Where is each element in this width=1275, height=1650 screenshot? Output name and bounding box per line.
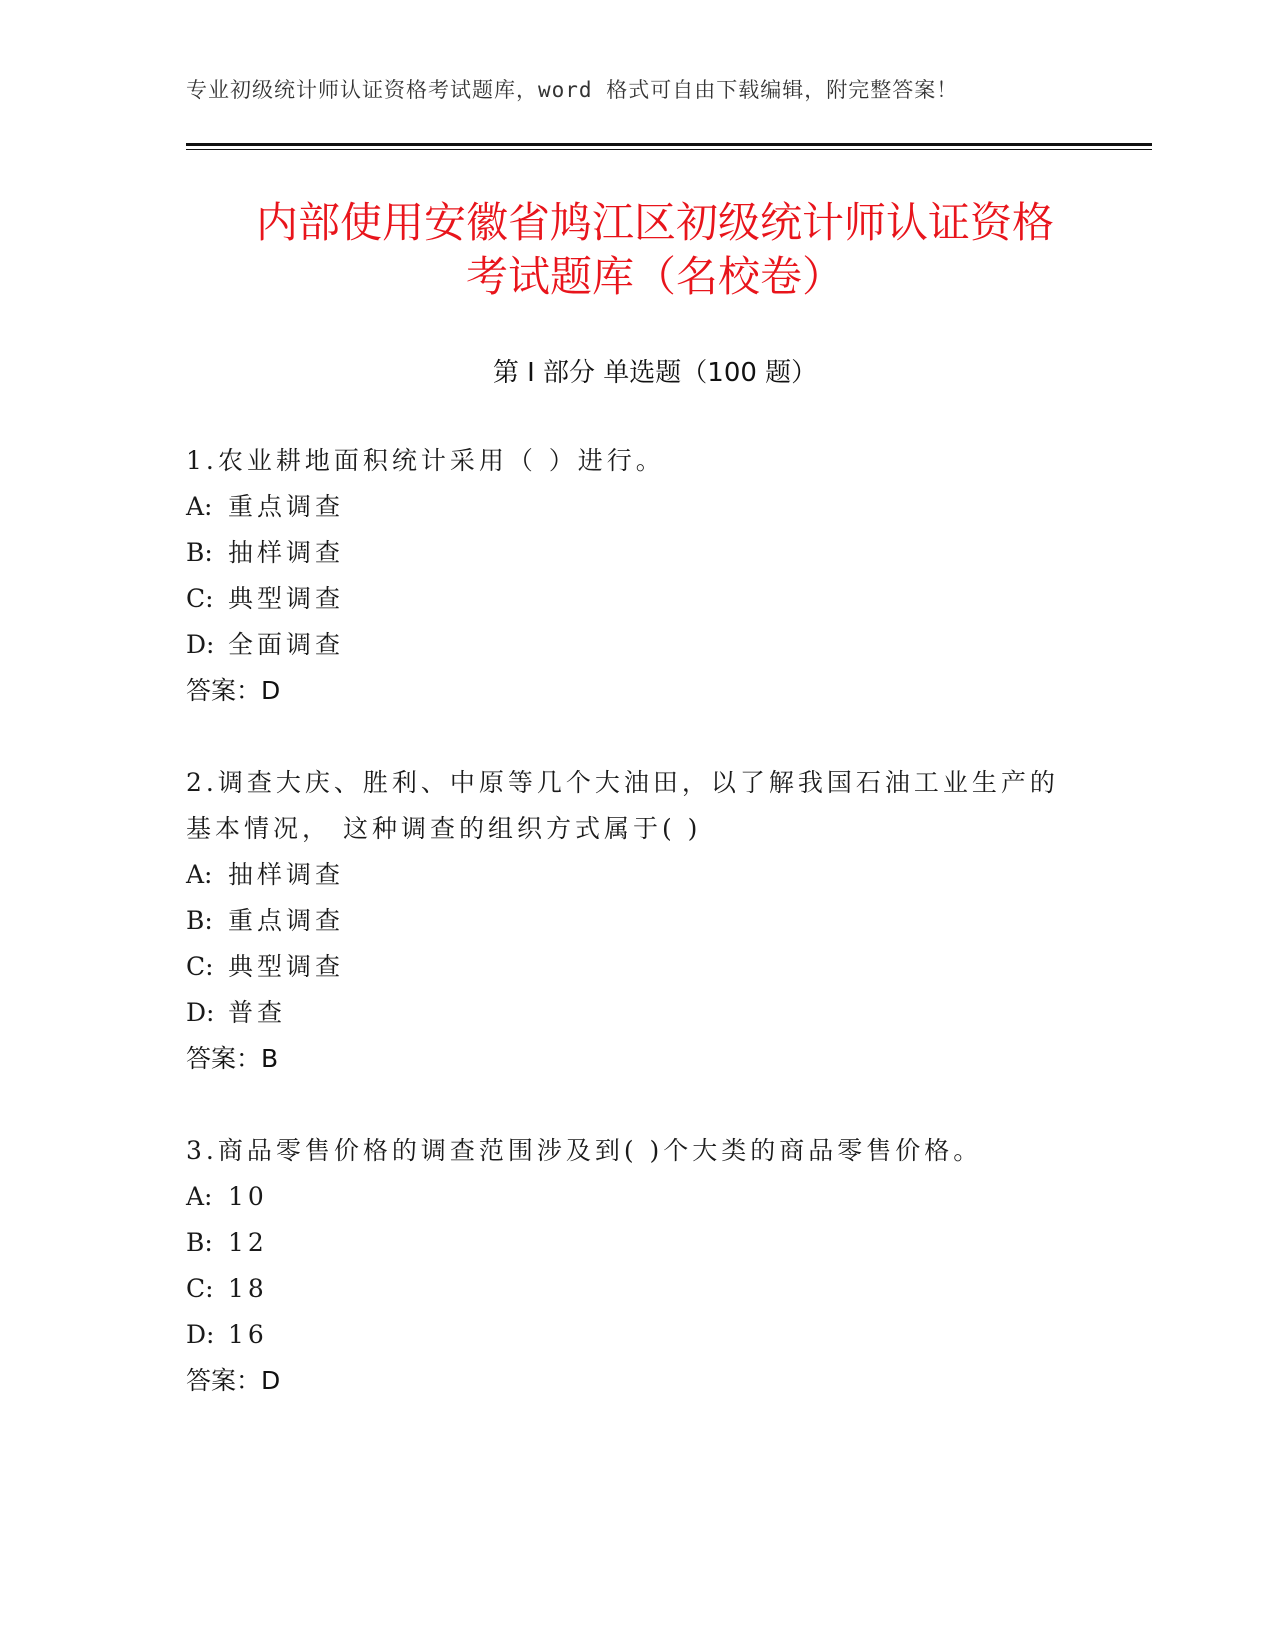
title-line-2: 考试题库（名校卷） xyxy=(465,252,844,301)
question-list xyxy=(186,438,1086,1450)
option-key: C: xyxy=(186,1274,214,1303)
option-key: C: xyxy=(186,584,214,613)
option-key: A: xyxy=(186,1182,213,1211)
option-a xyxy=(186,484,1086,530)
option-key: D: xyxy=(186,1320,215,1349)
option-key: B: xyxy=(186,1228,213,1257)
option-a xyxy=(186,852,1086,898)
header-rule-thin xyxy=(186,149,1152,150)
option-text: 10 xyxy=(228,1182,268,1211)
answer-line: 答案：D xyxy=(186,1366,281,1395)
option-text: 18 xyxy=(228,1274,268,1303)
option-text: 重点调查 xyxy=(228,906,345,935)
question-stem: 2.调查大庆、胜利、中原等几个大油田，以了解我国石油工业生产的基本情况， 这种调查的组织方式属于( ) xyxy=(186,768,1059,843)
option-key: A: xyxy=(186,860,213,889)
title-line-1: 内部使用安徽省鸠江区初级统计师认证资格 xyxy=(255,198,1054,247)
option-c xyxy=(186,944,1086,990)
answer-line: 答案：D xyxy=(186,676,281,705)
document-title xyxy=(150,196,1160,304)
option-c xyxy=(186,1266,1086,1312)
option-d xyxy=(186,1312,1086,1358)
option-key: A: xyxy=(186,492,213,521)
option-text: 典型调查 xyxy=(228,952,345,981)
option-b xyxy=(186,898,1086,944)
header-rule-thick xyxy=(186,143,1152,146)
option-b xyxy=(186,530,1086,576)
question-stem: 3.商品零售价格的调查范围涉及到( )个大类的商品零售价格。 xyxy=(186,1136,983,1165)
option-text: 典型调查 xyxy=(228,584,345,613)
option-text: 抽样调查 xyxy=(228,538,345,567)
option-key: C: xyxy=(186,952,214,981)
option-c xyxy=(186,576,1086,622)
option-text: 抽样调查 xyxy=(228,860,345,889)
option-key: D: xyxy=(186,998,215,1027)
option-key: B: xyxy=(186,538,213,567)
option-text: 重点调查 xyxy=(228,492,345,521)
option-text: 12 xyxy=(228,1228,268,1257)
option-key: B: xyxy=(186,906,213,935)
question-2 xyxy=(186,760,1086,1082)
option-key: D: xyxy=(186,630,215,659)
option-b xyxy=(186,1220,1086,1266)
question-stem: 1.农业耕地面积统计采用（ ）进行。 xyxy=(186,446,665,475)
option-text: 全面调查 xyxy=(228,630,345,659)
option-d xyxy=(186,990,1086,1036)
option-text: 普查 xyxy=(228,998,287,1027)
section-heading: 第 I 部分 单选题（100 题） xyxy=(492,358,818,388)
question-1 xyxy=(186,438,1086,714)
option-d xyxy=(186,622,1086,668)
answer-line: 答案：B xyxy=(186,1044,279,1073)
question-3 xyxy=(186,1128,1086,1404)
option-text: 16 xyxy=(228,1320,268,1349)
option-a xyxy=(186,1174,1086,1220)
header-note: 专业初级统计师认证资格考试题库，word 格式可自由下载编辑，附完整答案！ xyxy=(186,78,959,102)
